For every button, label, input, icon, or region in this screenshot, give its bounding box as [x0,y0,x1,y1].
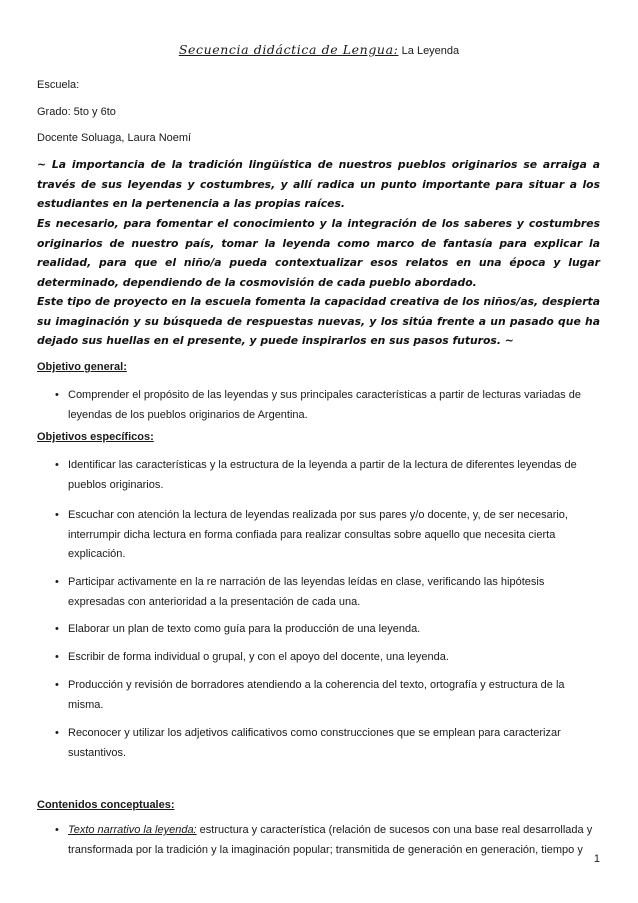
intro-paragraph-2: Es necesario, para fomentar el conocimiento y la integración de los saberes y costumbres originarios de nuestro país, tomar la leyenda como marco de fantasía para explicar la realidad, para que el niño/a pueda contextualizar esos relatos en una época y lugar determinado, dependiendo de la cosmovisión de cada pueblo abordado. [37,217,600,289]
document-title [0,42,638,57]
list-item [55,620,600,640]
objetivo-especifico-item: Escuchar con atención la lectura de leyendas realizada por sus pares y/o docente, y, de ser necesario, interrumpir dicha lectura en forma confiada para realizar consultas sobre aquello que necesita cierta explicación. [68,509,568,560]
school-field: Escuela: [37,79,80,91]
bullet-icon: • [55,576,59,588]
list-item [55,821,600,860]
list-item [55,573,600,612]
intro-paragraph-3: Este tipo de proyecto en la escuela fomenta la capacidad creativa de los niños/as, despierta su imaginación y su búsqueda de respuestas nuevas, y los sitúa frente a un pasado que ha dejado sus huellas en el presente, y puede inspirarlos en sus pasos futuros. ~ [37,295,600,347]
grade-field: Grado: 5to y 6to [37,106,116,118]
bullet-icon: • [55,389,59,401]
objetivos-especificos-heading: Objetivos específicos: [37,431,154,443]
objetivo-especifico-item: Escribir de forma individual o grupal, y con el apoyo del docente, una leyenda. [68,651,449,663]
objetivo-general-heading: Objetivo general: [37,361,127,373]
teacher-field: Docente Soluaga, Laura Noemí [37,132,192,144]
bullet-icon: • [55,623,59,635]
contenido-label: Texto narrativo la leyenda: [68,824,197,836]
list-item [55,724,600,763]
title-topic: La Leyenda [401,45,460,57]
objetivo-especifico-item: Identificar las características y la estructura de la leyenda a partir de la lectura de diferentes leyendas de pueblos originarios. [68,459,577,491]
list-item [55,506,600,565]
contenidos-conceptuales-heading: Contenidos conceptuales: [37,799,175,811]
contenido-text: estructura y característica (relación de sucesos con una base real desarrollada y transformada por la tradición y la imaginación popular; transmitida de generación en generación, tiempo y [68,824,593,856]
bullet-icon: • [55,679,59,691]
list-item [55,676,600,715]
list-item [55,456,600,495]
objetivo-general-item: Comprender el propósito de las leyendas y sus principales características a partir de lecturas variadas de leyendas de los pueblos originarios de Argentina. [68,389,581,421]
objetivo-especifico-item: Elaborar un plan de texto como guía para la producción de una leyenda. [68,623,421,635]
contenido-item [68,821,600,860]
title-script-part: Secuencia didáctica de Lengua: [178,42,399,57]
list-item [55,386,600,425]
page-number: 1 [593,853,600,865]
objetivo-especifico-item: Reconocer y utilizar los adjetivos calificativos como construcciones que se emplean para caracterizar sustantivos. [68,727,561,759]
bullet-icon: • [55,824,59,836]
bullet-icon: • [55,509,59,521]
bullet-icon: • [55,727,59,739]
bullet-icon: • [55,651,59,663]
intro-paragraph-1: ~ La importancia de la tradición lingüística de nuestros pueblos originarios se arraiga a través de sus leyendas y costumbres, y allí radica un punto importante para situar a los estudiantes en la pertenencia a las propias raíces. [37,158,600,210]
objetivo-especifico-item: Participar activamente en la re narración de las leyendas leídas en clase, verificando las hipótesis expresadas con anterioridad a la presentación de cada una. [68,576,545,608]
objetivo-especifico-item: Producción y revisión de borradores atendiendo a la coherencia del texto, ortografía y estructura de la misma. [68,679,565,711]
bullet-icon: • [55,459,59,471]
list-item [55,648,600,668]
